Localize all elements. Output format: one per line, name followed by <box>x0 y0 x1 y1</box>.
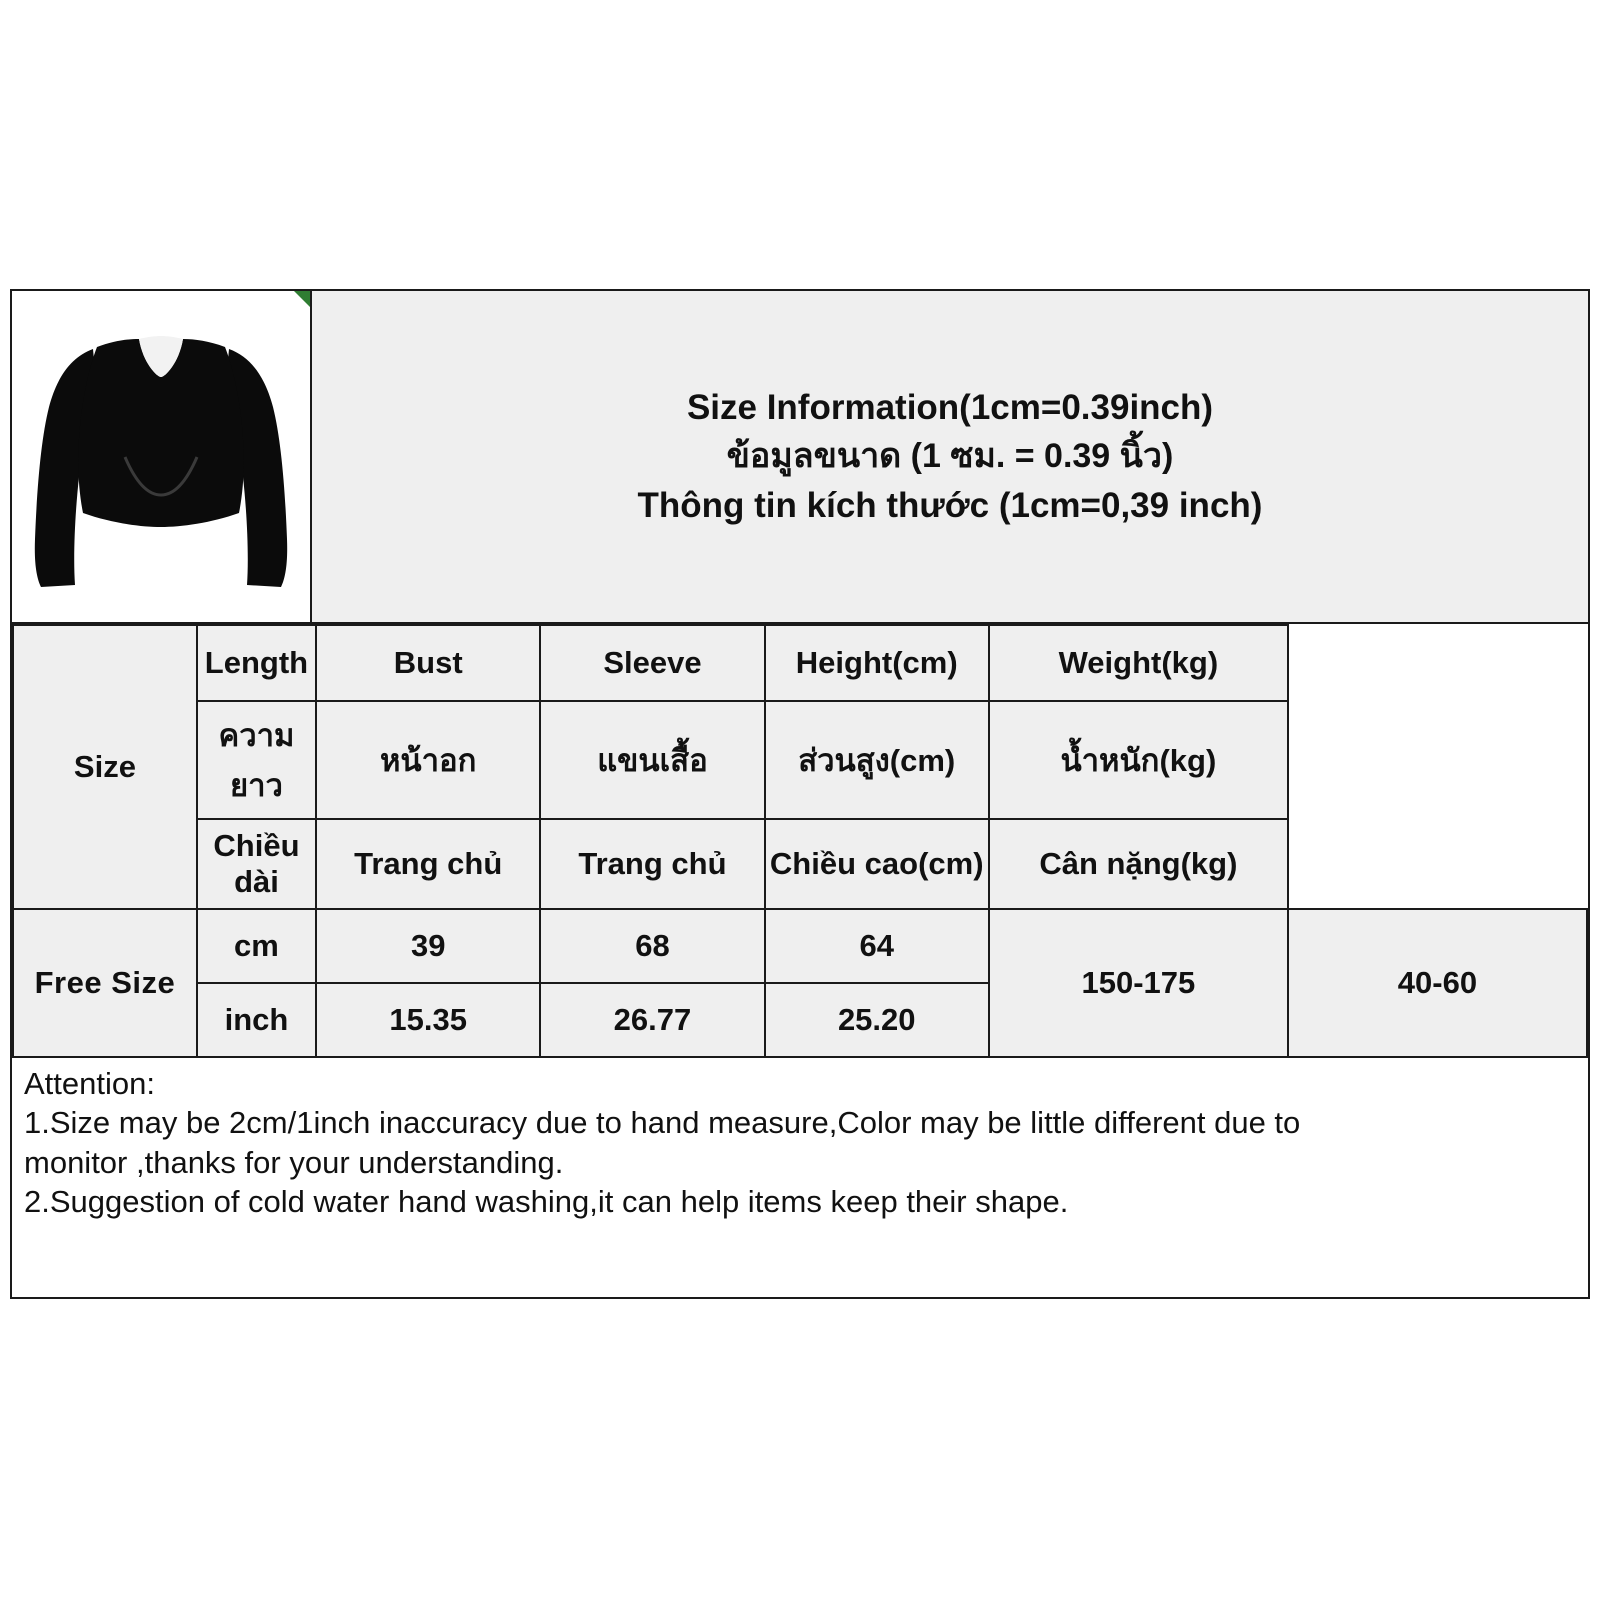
header-th-sleeve: แขนเสื้อ <box>540 701 764 819</box>
value-weight-range: 40-60 <box>1288 909 1587 1057</box>
product-image-cell <box>12 291 312 622</box>
header-vi-weight: Cân nặng(kg) <box>989 819 1288 909</box>
header-vi-sleeve: Trang chủ <box>540 819 764 909</box>
header-en-weight: Weight(kg) <box>989 625 1288 701</box>
attention-line-1: 1.Size may be 2cm/1inch inaccuracy due to hand measure,Color may be little different due to <box>24 1105 1301 1141</box>
title-line-en: Size Information(1cm=0.39inch) <box>686 387 1214 427</box>
header-th-weight: น้ำหนัก(kg) <box>989 701 1288 819</box>
table-row-cm <box>13 909 1587 983</box>
header-vi-height: Chiều cao(cm) <box>765 819 989 909</box>
measurement-table <box>12 624 1588 1058</box>
header-th-length: ความยาว <box>197 701 316 819</box>
garment-illustration-icon <box>21 307 301 607</box>
size-information-title <box>312 291 1588 622</box>
value-sleeve-cm: 64 <box>765 909 989 983</box>
value-sleeve-inch: 25.20 <box>765 983 989 1057</box>
chart-header-row <box>12 291 1588 624</box>
table-row-header-vi <box>13 819 1587 909</box>
table-row-header-th <box>13 701 1587 819</box>
header-th-bust: หน้าอก <box>316 701 540 819</box>
header-en-bust: Bust <box>316 625 540 701</box>
title-line-vi: Thông tin kích thước (1cm=0,39 inch) <box>637 485 1263 525</box>
header-th-height: ส่วนสูง(cm) <box>765 701 989 819</box>
header-vi-length: Chiều dài <box>197 819 316 909</box>
table-row-header-en <box>13 625 1587 701</box>
header-en-height: Height(cm) <box>765 625 989 701</box>
value-length-cm: 39 <box>316 909 540 983</box>
row-label-free-size: Free Size <box>13 909 197 1057</box>
header-vi-bust: Trang chủ <box>316 819 540 909</box>
unit-inch: inch <box>197 983 316 1057</box>
size-label-cell: Size <box>13 625 197 909</box>
attention-block <box>12 1058 1588 1231</box>
title-line-th: ข้อมูลขนาด (1 ซม. = 0.39 นิ้ว) <box>726 437 1174 476</box>
attention-line-3: 2.Suggestion of cold water hand washing,it can help items keep their shape. <box>24 1184 1069 1220</box>
header-en-sleeve: Sleeve <box>540 625 764 701</box>
value-bust-inch: 26.77 <box>540 983 764 1057</box>
value-length-inch: 15.35 <box>316 983 540 1057</box>
unit-cm: cm <box>197 909 316 983</box>
corner-marker-icon <box>294 291 310 307</box>
header-en-length: Length <box>197 625 316 701</box>
size-chart-container <box>10 289 1590 1299</box>
value-height-range: 150-175 <box>989 909 1288 1057</box>
value-bust-cm: 68 <box>540 909 764 983</box>
attention-heading: Attention: <box>24 1066 155 1101</box>
attention-line-2: monitor ,thanks for your understanding. <box>24 1144 564 1180</box>
